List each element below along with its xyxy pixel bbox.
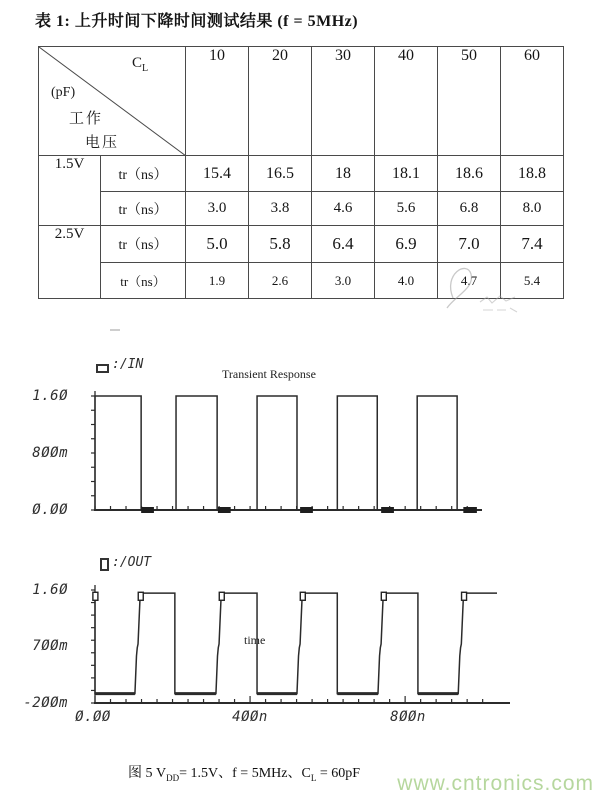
table-row xyxy=(39,156,564,192)
value-cell: 18.8 xyxy=(501,156,564,192)
header-voltage-label: 电压 xyxy=(85,135,120,151)
out-ytick-label: -2ØØm xyxy=(23,695,68,711)
diagonal-header-cell xyxy=(39,47,186,156)
value-cell: 4.7 xyxy=(438,263,501,299)
value-cell: 7.0 xyxy=(438,226,501,263)
value-cell: 5.8 xyxy=(249,226,312,263)
in-waveform-plot xyxy=(0,350,600,525)
voltage-cell: 2.5V xyxy=(39,226,101,299)
table-header-row xyxy=(39,47,564,156)
caption-load-value: = 60pF xyxy=(316,766,360,781)
column-header: 40 xyxy=(375,47,438,156)
header-cl-label: $C_L$ xyxy=(132,55,149,74)
column-header: 50 xyxy=(438,47,501,156)
value-cell: 4.6 xyxy=(312,192,375,226)
out-ytick-label: 7ØØm xyxy=(32,638,68,654)
out-ytick-label: 1.6Ø xyxy=(32,582,68,598)
in-legend-label: :/IN xyxy=(112,357,144,372)
column-header: 20 xyxy=(249,47,312,156)
watermark: www.cntronics.com xyxy=(397,772,594,795)
table-row xyxy=(39,192,564,226)
out-xtick-label: Ø.ØØ xyxy=(75,709,111,725)
row-label-cell: tr（ns） xyxy=(101,156,186,192)
value-cell: 3.8 xyxy=(249,192,312,226)
value-cell: 6.9 xyxy=(375,226,438,263)
value-cell: 18.6 xyxy=(438,156,501,192)
value-cell: 8.0 xyxy=(501,192,564,226)
column-header: 30 xyxy=(312,47,375,156)
row-label-cell: tr（ns） xyxy=(101,226,186,263)
value-cell: 18 xyxy=(312,156,375,192)
value-cell: 2.6 xyxy=(249,263,312,299)
value-cell: 5.6 xyxy=(375,192,438,226)
caption-figure-number: 图 5 V xyxy=(128,766,167,781)
smudge-mark xyxy=(110,329,120,331)
value-cell: 5.4 xyxy=(501,263,564,299)
time-axis-label: time xyxy=(244,633,266,647)
out-xtick-label: 4ØØn xyxy=(232,709,268,725)
out-xtick-label: 8ØØn xyxy=(390,709,426,725)
value-cell: 15.4 xyxy=(186,156,249,192)
header-working-label: 工作 xyxy=(69,111,104,127)
in-ytick-label: 8ØØm xyxy=(32,445,68,461)
header-cl-subscript: L xyxy=(142,63,149,74)
column-header: 10 xyxy=(186,47,249,156)
figure-caption xyxy=(128,762,360,783)
row-label-cell: tr（ns） xyxy=(101,263,186,299)
caption-conditions: = 1.5V、f = 5MHz、C xyxy=(179,766,311,781)
value-cell: 4.0 xyxy=(375,263,438,299)
value-cell: 16.5 xyxy=(249,156,312,192)
column-header: 60 xyxy=(501,47,564,156)
in-ytick-label: 1.6Ø xyxy=(32,388,68,404)
value-cell: 3.0 xyxy=(312,263,375,299)
caption-vdd-subscript: DD xyxy=(166,772,180,783)
caption-cl-subscript: L xyxy=(310,772,317,783)
chart-title: Transient Response xyxy=(222,367,316,381)
value-cell: 7.4 xyxy=(501,226,564,263)
stamp-watermark xyxy=(425,256,585,318)
value-cell: 6.4 xyxy=(312,226,375,263)
value-cell: 3.0 xyxy=(186,192,249,226)
value-cell: 5.0 xyxy=(186,226,249,263)
value-cell: 6.8 xyxy=(438,192,501,226)
page-title: 表 1: 上升时间下降时间测试结果 (f = 5MHz) xyxy=(35,13,359,30)
voltage-cell: 1.5V xyxy=(39,156,101,226)
in-ytick-label: Ø.ØØ xyxy=(32,502,68,518)
value-cell: 1.9 xyxy=(186,263,249,299)
row-label-cell: tr（ns） xyxy=(101,192,186,226)
out-legend-label: :/OUT xyxy=(112,555,152,570)
header-unit-label: (pF) xyxy=(51,85,76,100)
value-cell: 18.1 xyxy=(375,156,438,192)
